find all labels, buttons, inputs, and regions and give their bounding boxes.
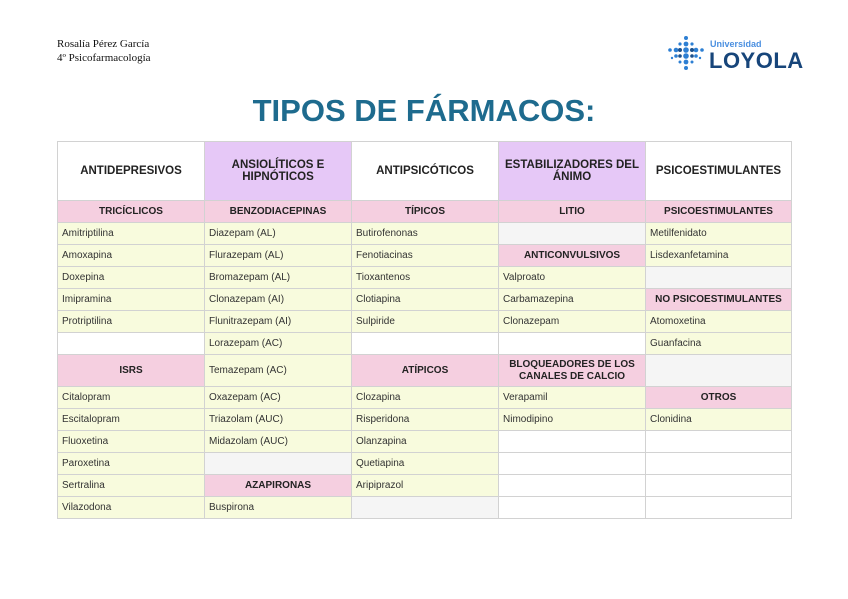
drug-cell: Escitalopram (58, 409, 205, 431)
drug-cell: Clonidina (646, 409, 792, 431)
author-block (57, 37, 151, 65)
drug-cell: Carbamazepina (499, 289, 646, 311)
drug-types-table (57, 141, 792, 519)
table-row (58, 409, 792, 431)
drug-cell: Protriptilina (58, 311, 205, 333)
category-cell: ANTICONVULSIVOS (499, 245, 646, 267)
drug-cell: Nimodipino (499, 409, 646, 431)
category-cell: AZAPIRONAS (205, 475, 352, 497)
header-estabilizadores: ESTABILIZADORES DEL ÁNIMO (499, 142, 646, 201)
category-cell: BLOQUEADORES DE LOS CANALES DE CALCIO (499, 355, 646, 387)
drug-cell: Quetiapina (352, 453, 499, 475)
table-row (58, 497, 792, 519)
category-cell: PSICOESTIMULANTES (646, 201, 792, 223)
table-row (58, 387, 792, 409)
drug-cell: Citalopram (58, 387, 205, 409)
university-logo (666, 34, 804, 74)
drug-cell (646, 497, 792, 519)
drug-cell: Oxazepam (AC) (205, 387, 352, 409)
drug-cell (499, 223, 646, 245)
category-cell: OTROS (646, 387, 792, 409)
drug-cell: Lisdexanfetamina (646, 245, 792, 267)
drug-cell: Diazepam (AL) (205, 223, 352, 245)
drug-cell: Doxepina (58, 267, 205, 289)
loyola-cross-logo-icon (666, 34, 706, 74)
logo-name-text: LOYOLA (709, 48, 804, 73)
header-antipsicoticos: ANTIPSICÓTICOS (352, 142, 499, 201)
drug-cell: Clozapina (352, 387, 499, 409)
drug-cell: Fluoxetina (58, 431, 205, 453)
table-row (58, 223, 792, 245)
table-row (58, 201, 792, 223)
drug-cell: Aripiprazol (352, 475, 499, 497)
author-name: Rosalía Pérez García (57, 38, 150, 50)
table-row (58, 333, 792, 355)
drug-cell: Bromazepam (AL) (205, 267, 352, 289)
drug-cell: Midazolam (AUC) (205, 431, 352, 453)
drug-cell: Amoxapina (58, 245, 205, 267)
table-row (58, 453, 792, 475)
drug-cell (499, 497, 646, 519)
drug-cell: Sertralina (58, 475, 205, 497)
category-cell: ATÍPICOS (352, 355, 499, 387)
category-cell: TRICÍCLICOS (58, 201, 205, 223)
header-psicoestimulantes: PSICOESTIMULANTES (646, 142, 792, 201)
drug-cell: Lorazepam (AC) (205, 333, 352, 355)
table-row (58, 289, 792, 311)
drug-cell (646, 355, 792, 387)
drug-cell: Clonazepam (499, 311, 646, 333)
table-row (58, 311, 792, 333)
logo-small-text: Universidad (710, 39, 762, 49)
drug-cell: Fenotiacinas (352, 245, 499, 267)
drug-cell: Valproato (499, 267, 646, 289)
drug-cell: Verapamil (499, 387, 646, 409)
drug-cell: Risperidona (352, 409, 499, 431)
drug-cell: Clonazepam (AI) (205, 289, 352, 311)
drug-cell (352, 497, 499, 519)
category-cell: TÍPICOS (352, 201, 499, 223)
drug-cell (646, 431, 792, 453)
drug-cell: Vilazodona (58, 497, 205, 519)
drug-cell: Temazepam (AC) (205, 355, 352, 387)
drug-cell (205, 453, 352, 475)
category-cell: BENZODIACEPINAS (205, 201, 352, 223)
header-antidepresivos: ANTIDEPRESIVOS (58, 142, 205, 201)
drug-cell (58, 333, 205, 355)
drug-cell (646, 453, 792, 475)
table-row (58, 267, 792, 289)
drug-cell: Imipramina (58, 289, 205, 311)
drug-cell: Butirofenonas (352, 223, 499, 245)
drug-cell (499, 333, 646, 355)
drug-cell: Sulpiride (352, 311, 499, 333)
drug-cell (499, 453, 646, 475)
drug-cell (499, 431, 646, 453)
drug-cell: Guanfacina (646, 333, 792, 355)
drug-cell: Atomoxetina (646, 311, 792, 333)
drug-cell: Flurazepam (AL) (205, 245, 352, 267)
table-row (58, 245, 792, 267)
drug-cell: Olanzapina (352, 431, 499, 453)
drug-cell: Triazolam (AUC) (205, 409, 352, 431)
drug-cell (499, 475, 646, 497)
drug-cell (646, 475, 792, 497)
drug-cell: Tioxantenos (352, 267, 499, 289)
page-title: TIPOS DE FÁRMACOS: (252, 93, 596, 128)
drug-cell: Paroxetina (58, 453, 205, 475)
table-row (58, 475, 792, 497)
category-cell: ISRS (58, 355, 205, 387)
category-cell: NO PSICOESTIMULANTES (646, 289, 792, 311)
header-ansioliticos: ANSIOLÍTICOS E HIPNÓTICOS (205, 142, 352, 201)
drug-cell: Amitriptilina (58, 223, 205, 245)
category-cell: LITIO (499, 201, 646, 223)
header-row (58, 142, 792, 201)
drug-cell (646, 267, 792, 289)
drug-cell: Clotiapina (352, 289, 499, 311)
drug-cell: Flunitrazepam (AI) (205, 311, 352, 333)
drug-cell: Metilfenidato (646, 223, 792, 245)
course-name: 4º Psicofarmacología (57, 52, 151, 64)
table-row (58, 431, 792, 453)
table-row (58, 355, 792, 387)
drug-cell: Buspirona (205, 497, 352, 519)
drug-cell (352, 333, 499, 355)
